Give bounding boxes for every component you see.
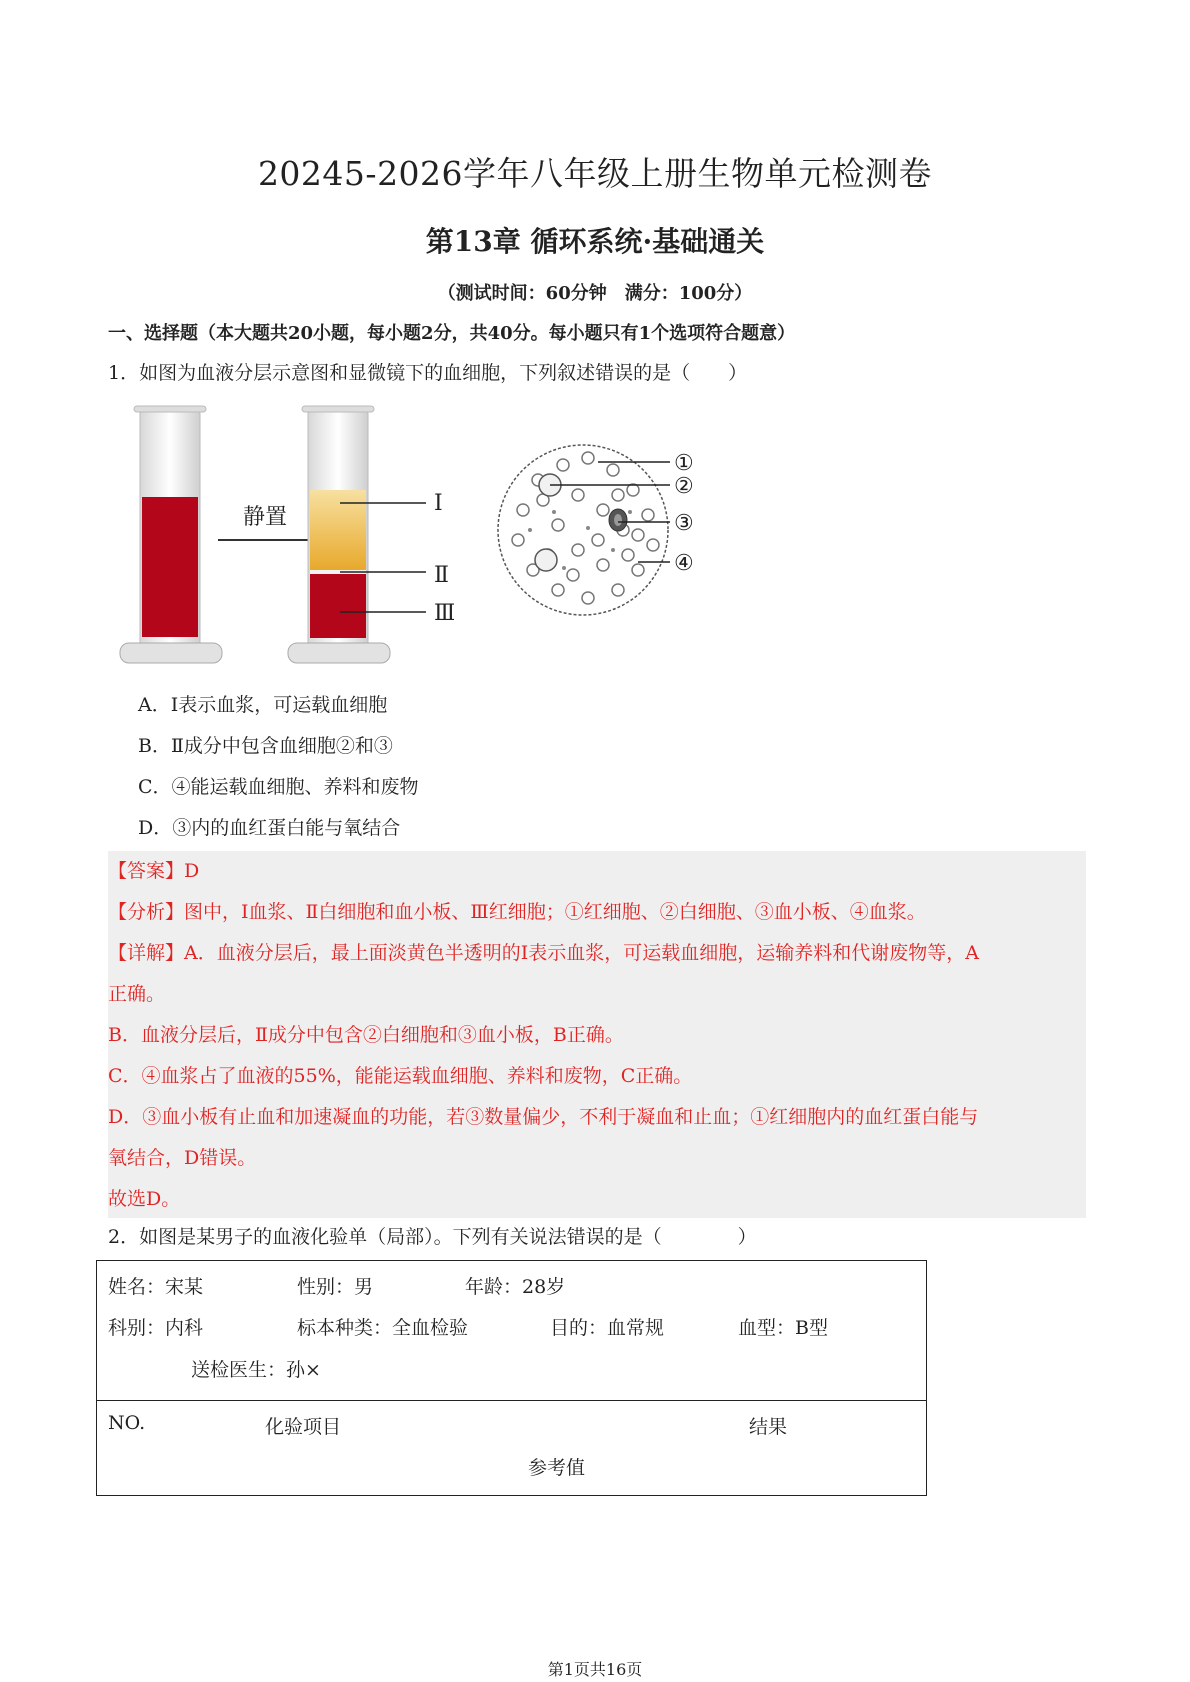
layer-label-2: Ⅱ	[434, 563, 449, 588]
cell-label-1: ①	[674, 451, 694, 476]
microscope-view	[498, 445, 694, 615]
option-d: D．③内的血红蛋白能与氧结合	[138, 817, 401, 839]
chapter-subtitle: 第13章 循环系统·基础通关	[425, 225, 765, 258]
detail-line-4b: 氧结合，D错误。	[108, 1147, 257, 1169]
detail-line-4: D．③血小板有止血和加速凝血的功能，若③数量偏少，不利于凝血和止血；①红细胞内的血红蛋白能与	[108, 1106, 979, 1128]
report-doctor: 送检医生：孙×	[191, 1359, 321, 1381]
conclusion-line: 故选D。	[108, 1188, 181, 1210]
answer-line: 【答案】D	[108, 860, 200, 882]
blood-figure	[118, 400, 718, 670]
report-divider	[96, 1400, 927, 1401]
detail-line-1: 【详解】A．血液分层后，最上面淡黄色半透明的Ⅰ表示血浆，可运载血细胞，运输养料和代谢废物等，A	[108, 942, 979, 964]
cylinder-mixed-blood	[120, 406, 222, 663]
page-title: 20245-2026学年八年级上册生物单元检测卷	[257, 154, 933, 193]
report-department: 科别：内科	[108, 1317, 204, 1339]
detail-line-1b: 正确。	[108, 983, 166, 1005]
cylinder-layered-blood	[288, 406, 390, 663]
detail-line-3: C．④血浆占了血液的55%，能能运载血细胞、养料和废物，C正确。	[108, 1065, 693, 1087]
report-col-no: NO.	[108, 1412, 146, 1434]
option-a: A．Ⅰ表示血浆，可运载血细胞	[138, 694, 388, 716]
report-name: 姓名：宋某	[108, 1276, 204, 1298]
analysis-line: 【分析】图中，Ⅰ血浆、Ⅱ白细胞和血小板、Ⅲ红细胞；①红细胞、②白细胞、③血小板、④血浆。	[108, 901, 926, 923]
report-purpose: 目的：血常规	[550, 1317, 665, 1339]
option-c: C．④能运载血细胞、养料和废物	[138, 776, 419, 798]
exam-info: （测试时间：60分钟 满分：100分）	[437, 283, 753, 304]
report-gender: 性别：男	[297, 1276, 374, 1298]
report-col-reference: 参考值	[528, 1457, 586, 1479]
detail-line-2: B．血液分层后，Ⅱ成分中包含②白细胞和③血小板，B正确。	[108, 1024, 624, 1046]
settling-label: 静置	[243, 504, 288, 529]
cell-label-4: ④	[674, 551, 694, 576]
report-sample-type: 标本种类：全血检验	[297, 1317, 469, 1339]
report-blood-type: 血型：B型	[738, 1317, 828, 1339]
question-2-stem: 2．如图是某男子的血液化验单（局部）。下列有关说法错误的是（ ）	[108, 1226, 757, 1248]
page-footer: 第1页共16页	[547, 1660, 643, 1679]
report-age: 年龄：28岁	[465, 1276, 566, 1298]
report-col-result: 结果	[749, 1416, 788, 1438]
layer-label-3: Ⅲ	[434, 601, 456, 626]
option-b: B．Ⅱ成分中包含血细胞②和③	[138, 735, 393, 757]
cell-label-2: ②	[674, 474, 694, 499]
question-1-stem: 1．如图为血液分层示意图和显微镜下的血细胞，下列叙述错误的是（ ）	[108, 362, 748, 384]
layer-label-1: Ⅰ	[434, 491, 443, 516]
cell-label-3: ③	[674, 511, 694, 536]
section-heading: 一、选择题（本大题共20小题，每小题2分，共40分。每小题只有1个选项符合题意）	[108, 323, 796, 344]
report-col-item: 化验项目	[265, 1416, 342, 1438]
